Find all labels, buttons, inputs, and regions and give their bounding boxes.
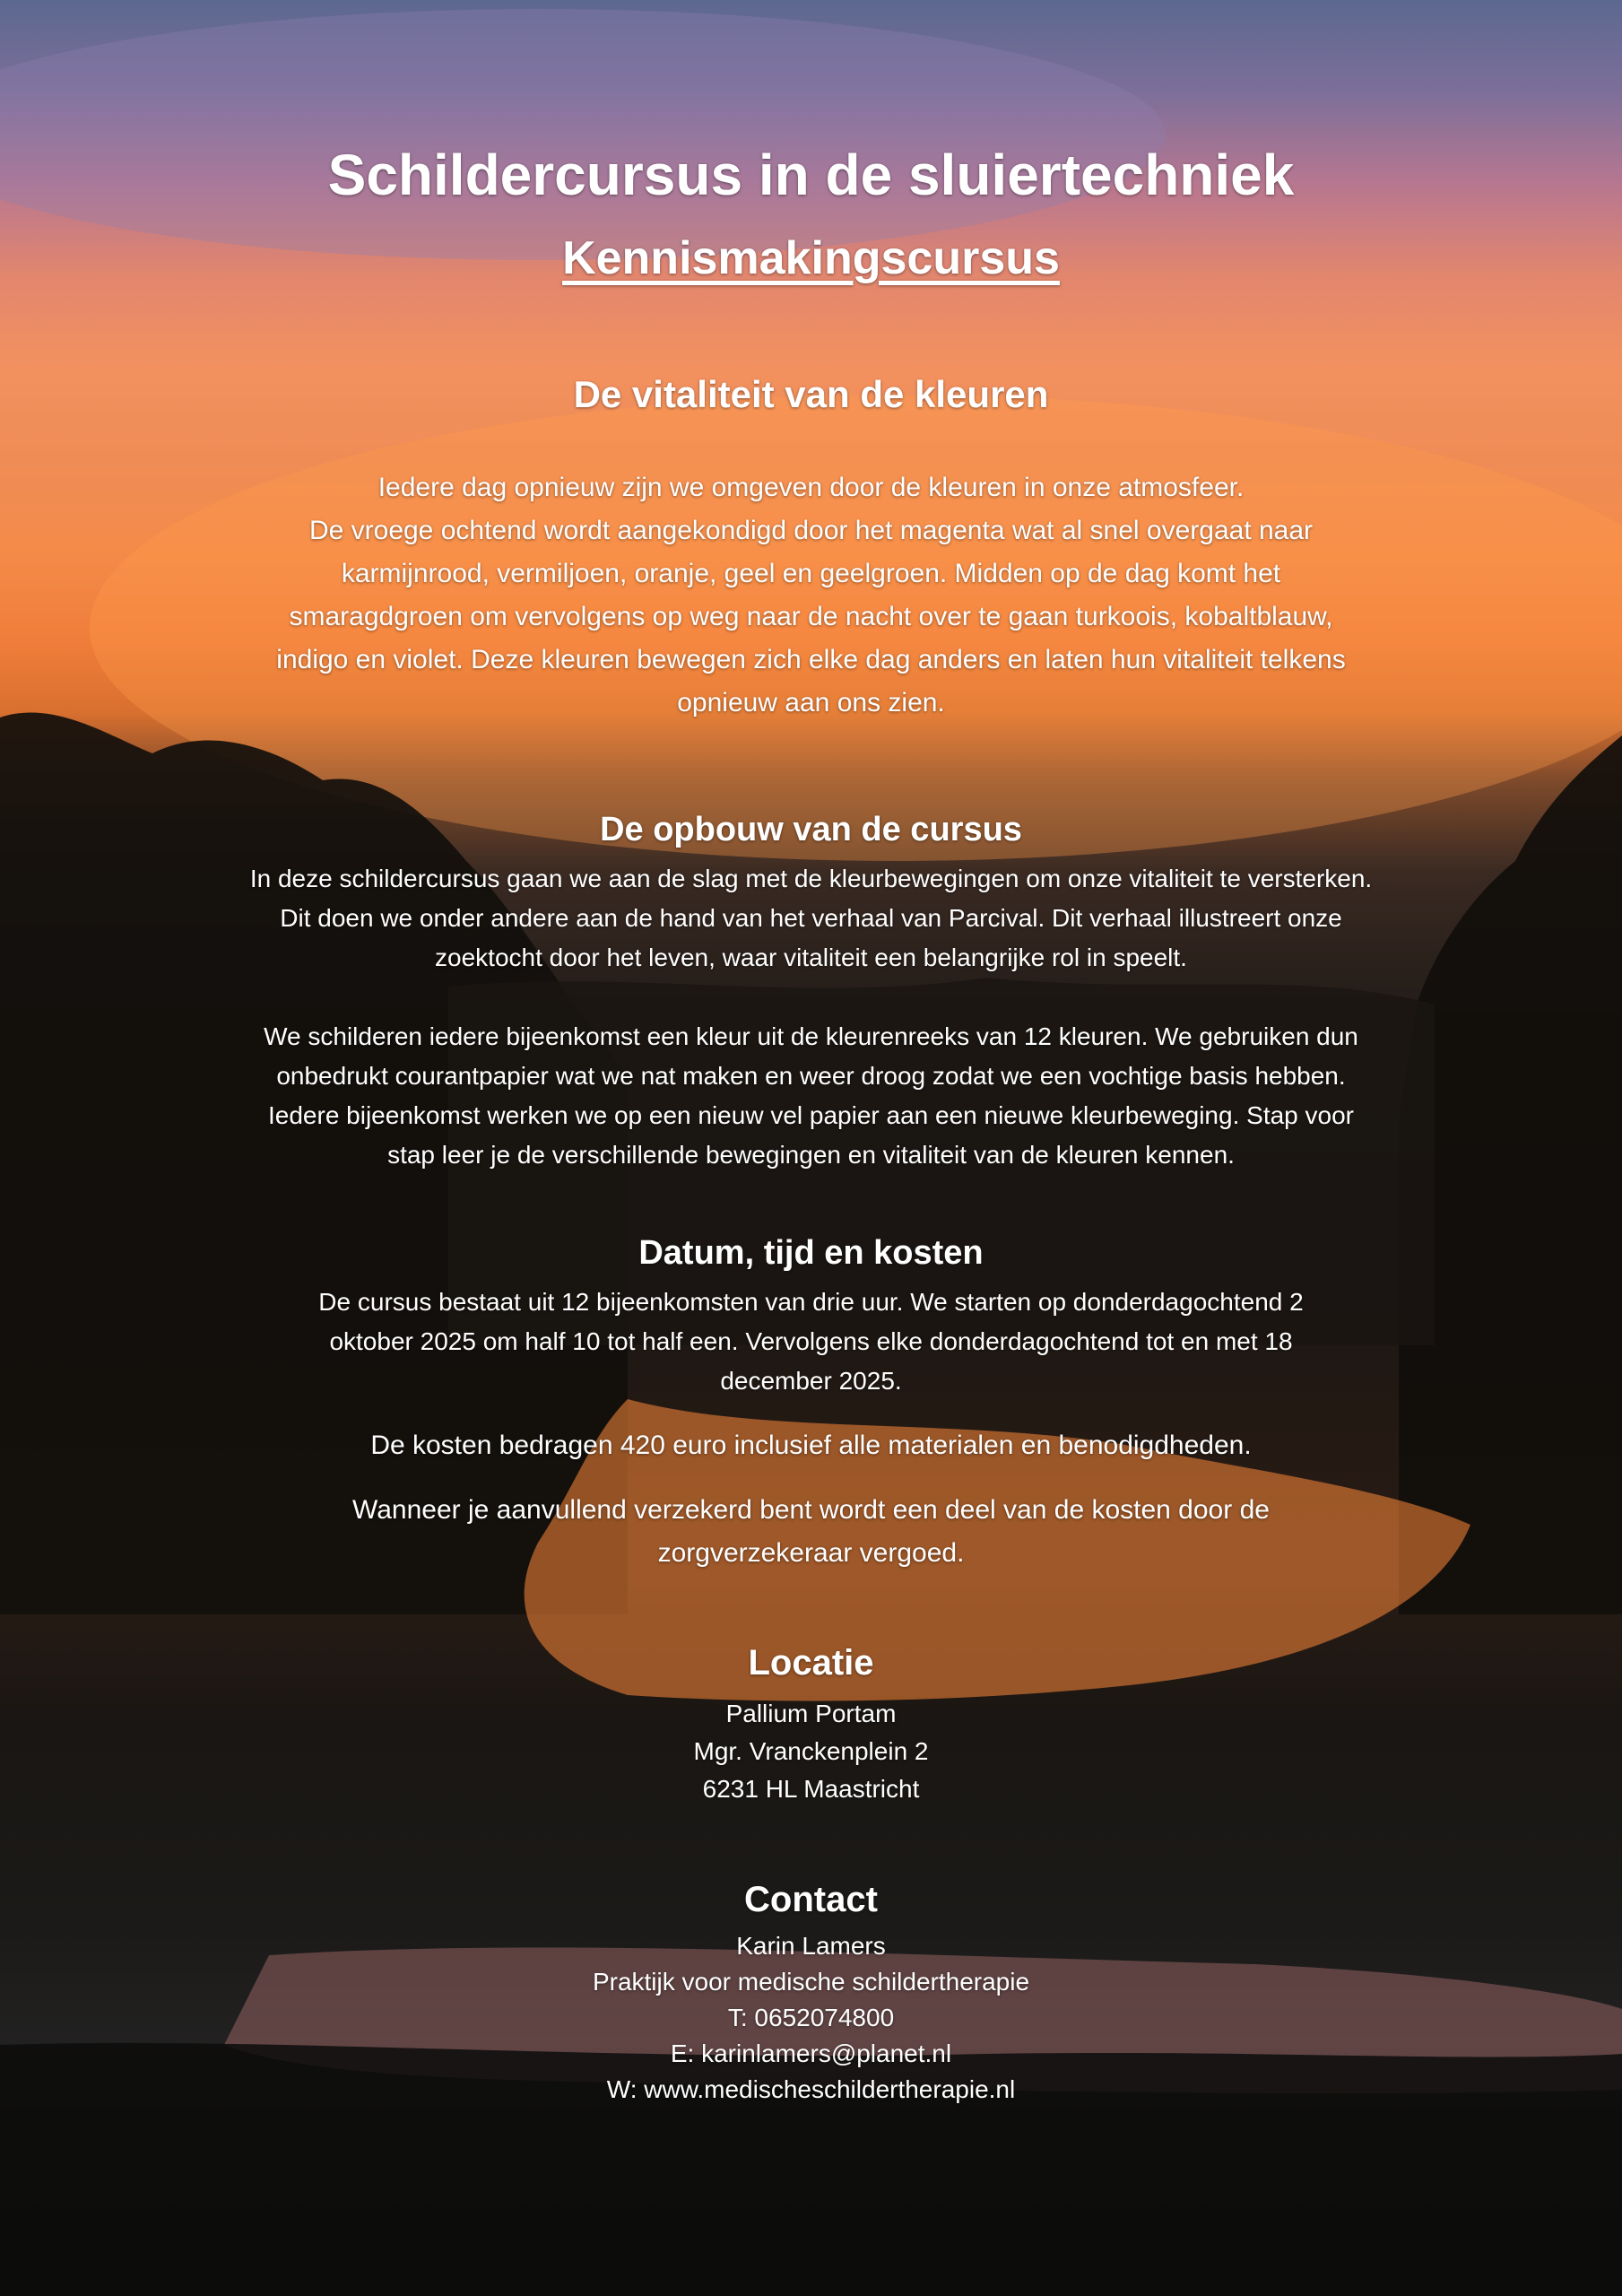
text-line: opnieuw aan ons zien. [677, 688, 945, 718]
location-heading: Locatie [748, 1643, 874, 1683]
text-line: We schilderen iedere bijeenkomst een kleur uit de kleurenreeks van 12 kleuren. We gebruiken dun [264, 1022, 1358, 1050]
text-line: smaragdgroen om vervolgens op weg naar de nacht over te gaan turkoois, kobaltblauw, [289, 602, 1333, 631]
location-street: Mgr. Vranckenplein 2 [693, 1737, 929, 1765]
flyer-subtitle: Kennismakingscursus [562, 232, 1060, 284]
contact-website-link[interactable]: W: www.medischeschildertherapie.nl [606, 2075, 1016, 2103]
text-line: karmijnrood, vermiljoen, oranje, geel en geelgroen. Midden op de dag komt het [341, 559, 1281, 588]
costs-text: De kosten bedragen 420 euro inclusief alle materialen en benodigdheden. [370, 1431, 1252, 1460]
section-heading-opbouw: De opbouw van de cursus [600, 811, 1022, 848]
text-line: Iedere bijeenkomst werken we op een nieuw vel papier aan een nieuwe kleurbeweging. Stap voor [268, 1101, 1354, 1129]
text-line: Wanneer je aanvullend verzekerd bent wordt een deel van de kosten door de [352, 1495, 1270, 1525]
text-line: zorgverzekeraar vergoed. [657, 1538, 965, 1568]
flyer-title: Schildercursus in de sluiertechniek [327, 143, 1295, 207]
text-line: onbedrukt courantpapier wat we nat maken en weer droog zodat we een vochtige basis hebben. [276, 1062, 1346, 1090]
section-text-datum [224, 1283, 1398, 1401]
text-line: stap leer je de verschillende bewegingen en vitaliteit van de kleuren kennen. [387, 1141, 1235, 1169]
text-line: Iedere dag opnieuw zijn we omgeven door de kleuren in onze atmosfeer. [377, 473, 1245, 502]
contact-details [0, 1928, 1622, 2108]
location-name: Pallium Portam [725, 1700, 897, 1727]
insurance-text [179, 1489, 1443, 1575]
contact-practice: Praktijk voor medische schildertherapie [592, 1968, 1030, 1996]
text-line: indigo en violet. Deze kleuren bewegen zich elke dag anders en laten hun vitaliteit telkens [276, 645, 1346, 674]
section-text-opbouw-2 [117, 1017, 1505, 1175]
text-line: oktober 2025 om half 10 tot half een. Vervolgens elke donderdagochtend tot en met 18 [329, 1327, 1293, 1355]
text-line: De vroege ochtend wordt aangekondigd door het magenta wat al snel overgaat naar [308, 516, 1314, 545]
text-line: Dit doen we onder andere aan de hand van het verhaal van Parcival. Dit verhaal illustreert onze [280, 904, 1342, 932]
section-text-vitaliteit [161, 466, 1461, 725]
contact-heading: Contact [744, 1880, 878, 1919]
location-address [0, 1695, 1622, 1808]
text-line: De cursus bestaat uit 12 bijeenkomsten van drie uur. We starten op donderdagochtend 2 [318, 1288, 1304, 1316]
contact-phone[interactable]: T: 0652074800 [727, 2004, 895, 2031]
section-heading-datum: Datum, tijd en kosten [638, 1234, 984, 1272]
text-line: zoektocht door het leven, waar vitaliteit een belangrijke rol in speelt. [435, 944, 1187, 971]
section-text-opbouw-1 [117, 859, 1505, 978]
section-heading-vitaliteit: De vitaliteit van de kleuren [573, 373, 1049, 415]
contact-name: Karin Lamers [736, 1932, 886, 1960]
contact-email-link[interactable]: E: karinlamers@planet.nl [670, 2039, 952, 2067]
location-postal-city: 6231 HL Maastricht [702, 1775, 920, 1803]
text-line: In deze schildercursus gaan we aan de slag met de kleurbewegingen om onze vitaliteit te versterken. [249, 865, 1373, 892]
text-line: december 2025. [720, 1367, 902, 1395]
